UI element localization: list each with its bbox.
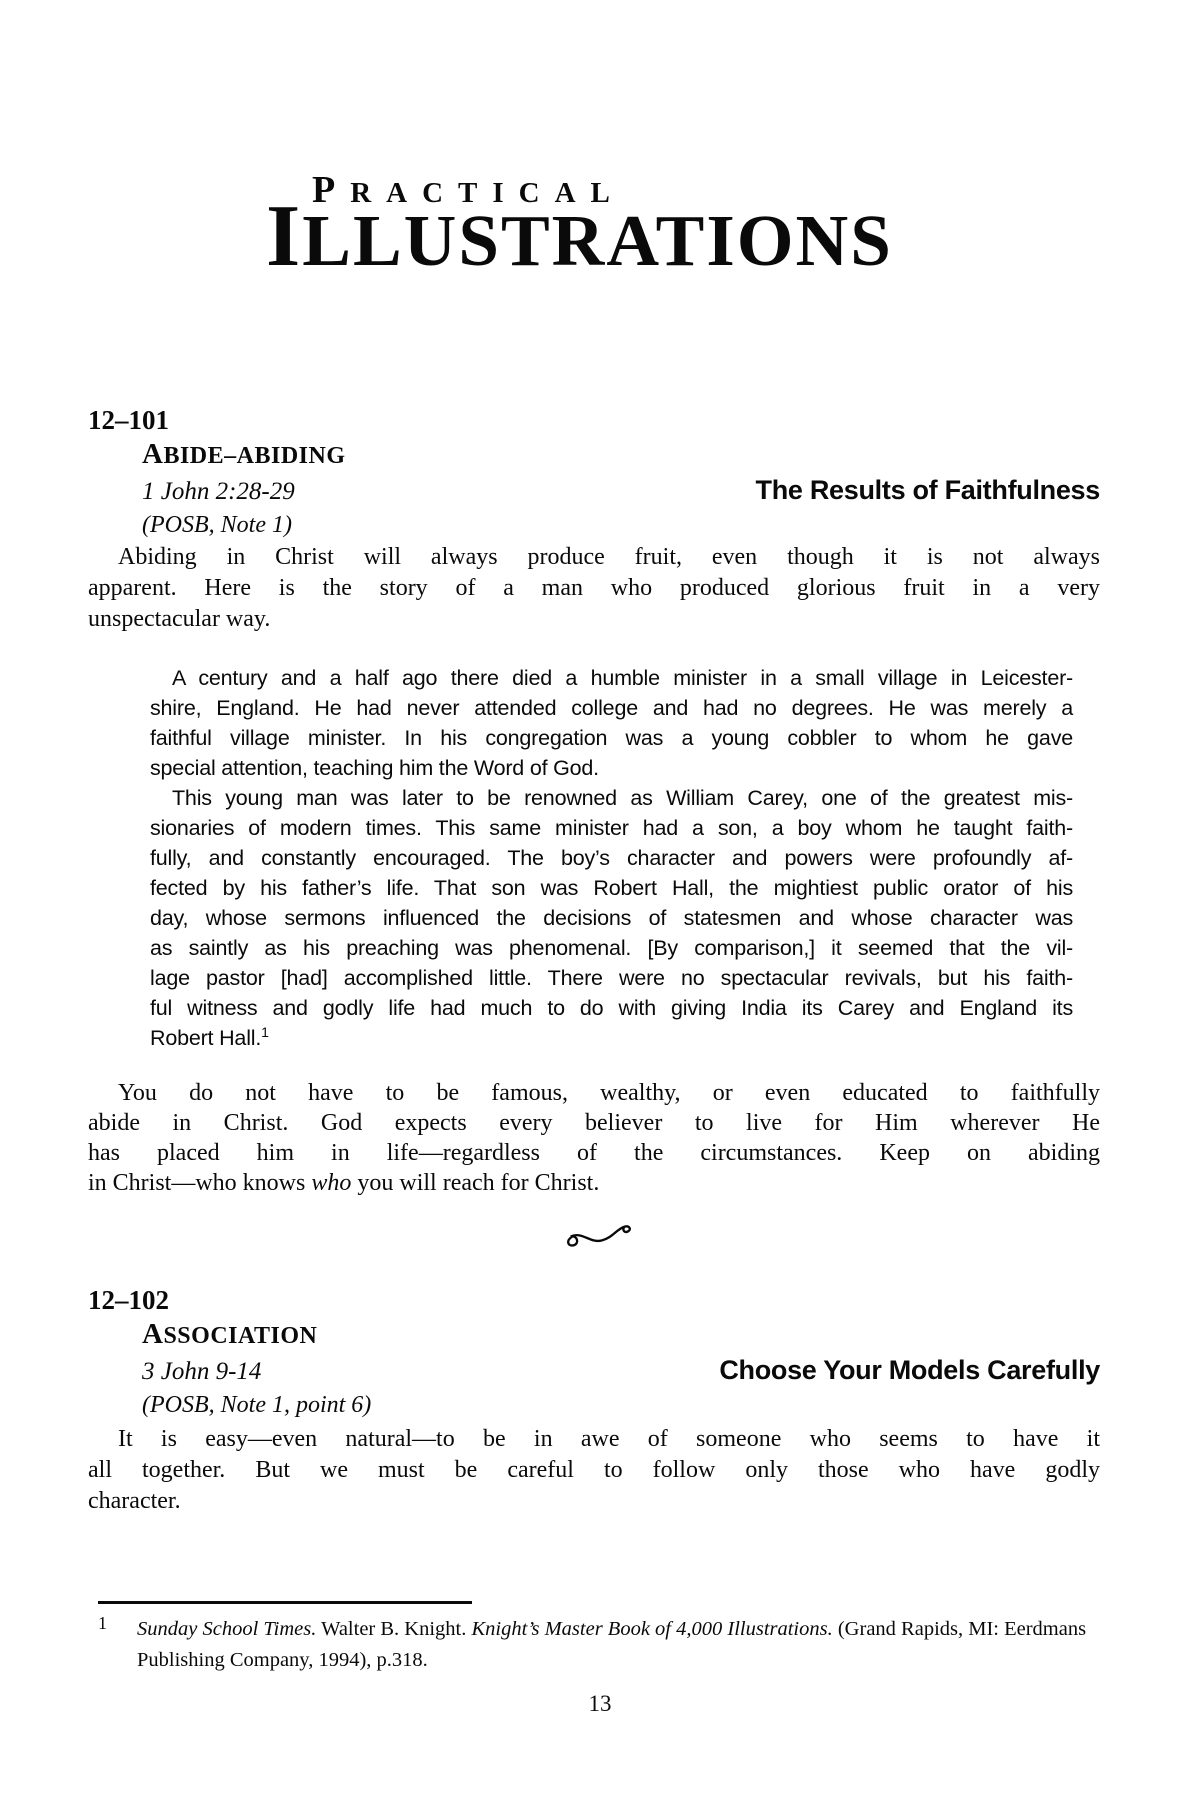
section2-paragraph: [88, 1424, 1100, 1517]
body-line: character.: [88, 1488, 181, 1514]
closing-line: You do not have to be famous, wealthy, or even educated to faithfully: [118, 1080, 1100, 1106]
quote-line: fully, and constantly encouraged. The boy’s character and powers were profoundly af-: [150, 846, 1073, 870]
section-category: ASSOCIATION: [142, 1318, 318, 1350]
closing-text: in Christ—who knows: [88, 1170, 312, 1196]
scripture-reference: 1 John 2:28-29: [142, 478, 295, 505]
title-initial: I: [266, 188, 303, 285]
closing-line: abide in Christ. God expects every believer to live for Him wherever He: [88, 1110, 1100, 1136]
quote-line: as saintly as his preaching was phenomenal. [By comparison,] it seemed that the vil-: [150, 936, 1073, 960]
footnote-divider-rule: [98, 1601, 472, 1604]
footnote-line: Publishing Company, 1994), p.318.: [137, 1649, 428, 1671]
section-12-101: [88, 403, 1100, 1198]
footnote-publisher: (Grand Rapids, MI: Eerdmans: [832, 1618, 1087, 1640]
intro-line: Abiding in Christ will always produce fruit, even though it is not always: [118, 544, 1100, 570]
scripture-heading-row: [142, 473, 1100, 509]
quote-paragraph-2: [150, 783, 1073, 1023]
quote-line: sionaries of modern times. This same minister had a son, a boy whom he taught faith-: [150, 816, 1073, 840]
block-quote: [150, 663, 1073, 1053]
quote-line: fected by his father’s life. That son was Robert Hall, the mightiest public orator of his: [150, 876, 1073, 900]
quote-paragraph-1: [150, 663, 1073, 783]
title-rest: LLUSTRATIONS: [302, 200, 893, 281]
quote-last-text: Robert Hall.: [150, 1026, 262, 1050]
scripture-reference: 3 John 9-14: [142, 1358, 262, 1385]
footnote-source-italic: Sunday School Times.: [137, 1618, 317, 1640]
closing-italic-word: who: [311, 1170, 352, 1196]
footnote-line: [137, 1614, 1117, 1645]
footnote-reference-mark: 1: [261, 1023, 269, 1040]
intro-line: unspectacular way.: [88, 606, 271, 632]
closing-text: you will reach for Christ.: [351, 1170, 600, 1196]
footnote-text: [137, 1614, 1117, 1676]
flourish-icon: [561, 1220, 639, 1250]
title-rest: RACTICAL: [350, 177, 625, 209]
body-line: all together. But we must be careful to follow only those who have godly: [88, 1457, 1100, 1483]
flourish-ornament: [0, 1220, 1200, 1255]
intro-line: apparent. Here is the story of a man who produced glorious fruit in a very: [88, 575, 1100, 601]
section-number: 12–101: [88, 405, 169, 435]
section-12-102: [88, 1283, 1100, 1517]
posb-source: (POSB, Note 1): [142, 512, 292, 538]
page-number: 13: [588, 1691, 612, 1716]
section-number: 12–102: [88, 1285, 169, 1315]
footnote-author: Walter B. Knight.: [316, 1618, 472, 1640]
intro-paragraph: [88, 542, 1100, 635]
footnote-number: 1: [98, 1613, 107, 1633]
body-line: It is easy—even natural—to be in awe of someone who seems to have it: [118, 1426, 1100, 1452]
quote-line: lage pastor [had] accomplished little. There were no spectacular revivals, but his faith-: [150, 966, 1073, 990]
closing-line: has placed him in life—regardless of the circumstances. Keep on abiding: [88, 1140, 1100, 1166]
quote-line: A century and a half ago there died a humble minister in a small village in Leicester-: [172, 666, 1073, 690]
quote-line: ful witness and godly life had much to do with giving India its Carey and England its: [150, 996, 1073, 1020]
posb-source: (POSB, Note 1, point 6): [142, 1392, 372, 1418]
page-title-illustrations: [266, 186, 893, 287]
closing-paragraph: [88, 1078, 1100, 1168]
illustration-title: The Results of Faithfulness: [755, 475, 1100, 505]
quote-line: This young man was later to be renowned as William Carey, one of the greatest mis-: [172, 786, 1073, 810]
quote-line: day, whose sermons influenced the decisions of statesmen and whose character was: [150, 906, 1073, 930]
quote-last-line: [150, 1023, 1073, 1053]
title-initial: P: [312, 169, 351, 211]
closing-last-line: [88, 1168, 1100, 1198]
section-category: ABIDE–ABIDING: [142, 438, 346, 470]
scripture-heading-row: [142, 1353, 1100, 1389]
quote-line: special attention, teaching him the Word of God.: [150, 756, 599, 780]
quote-line: shire, England. He had never attended college and had no degrees. He was merely a: [150, 696, 1073, 720]
quote-line: faithful village minister. In his congregation was a young cobbler to whom he gave: [150, 726, 1073, 750]
illustration-title: Choose Your Models Carefully: [719, 1355, 1100, 1385]
footnote-book-italic: Knight’s Master Book of 4,000 Illustrations.: [471, 1618, 833, 1640]
